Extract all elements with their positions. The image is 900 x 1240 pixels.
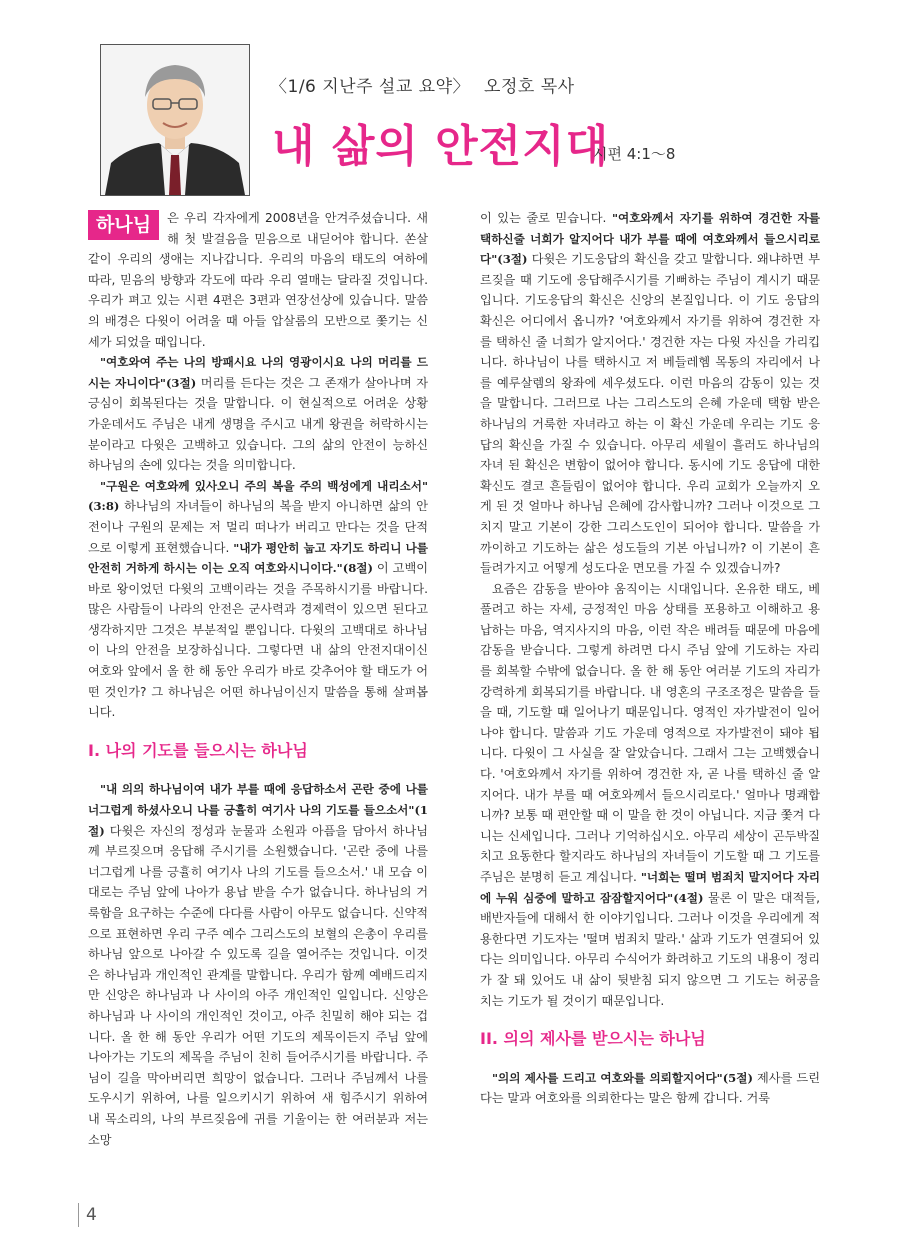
page-title: 내 삶의 안전지대 — [272, 121, 610, 172]
scripture-quote: "내 의의 하나님이여 내가 부를 때에 응답하소서 곤란 중에 나를 너그럽게 하셨사오니 나를 긍휼히 여기사 나의 기도를 들으소서" — [88, 782, 428, 818]
quote-ref: (1절) — [88, 803, 428, 838]
right-column — [480, 208, 820, 1109]
sermon-subtitle — [270, 72, 575, 97]
quote-ref: (3:8) — [88, 499, 120, 514]
paragraph — [480, 579, 820, 1011]
section-heading-2: II. 의의 제사를 받으시는 하나님 — [480, 1029, 706, 1049]
section-heading-1: I. 나의 기도를 들으시는 하나님 — [88, 740, 308, 760]
quote-ref: (5절) — [722, 1070, 753, 1085]
scripture-quote: "여호와여 주는 나의 방패시요 나의 영광이시요 나의 머리를 드시는 자니이다" — [88, 355, 428, 390]
left-column — [88, 208, 428, 1150]
paragraph-text: 다윗은 기도응답의 확신을 갖고 말합니다. 왜냐하면 부르짖을 때 기도에 응답해주시기를 기뻐하는 주님이 계시기 때문입니다. 기도응답의 확신은 신앙의 본질입니다. 이 기도 응답의 확신은 어디에서 옵니까? '여호와께서 자기를 위하여 경건한 자를 택하신 줄 너희가 알지어다.' 경건한 자는 다윗 자신을 가리킵니다. 하나님이 나를 택하시고 저 베들레헴 목동의 자리에서 나를 예루살렘의 왕좌에 세우셨도다. 이런 마음의 감동이 있는 것을 말합니다. 그러므로 나는 그리스도의 은혜 가운데 택함 받은 하나님의 거룩한 자녀라고 하는 이 확신 가운데 우리는 기도 응답의 확신을 가질 수 있습니다. 아무리 세월이 흘러도 하나님의 자녀 된 확신은 변함이 없어야 합니다. 동시에 기도 응답에 대한 확신도 결코 흔들림이 없어야 합니다. 우리 교회가 오늘까지 오게 된 것 얼마나 하나님 은혜에 감사합니까? 그러나 이것으로 그치지 말고 기본이 강한 그리스도인이 되어야 합니다. 말씀을 가까이하고 기도하는 삶은 성도들의 기본 아닙니까? 이 기본이 흔들려가지고 어떻게 성도다운 면모를 가질 수 있겠습니까? — [480, 252, 820, 576]
scripture-quote: "내가 평안히 눕고 자기도 하리니 나를 안전히 거하게 하시는 이는 오직 여호와시니이다." — [88, 540, 428, 576]
paragraph-text: 물론 이 말은 대적들, 배반자들에 대해서 한 이야기입니다. 그러나 이것을 우리에게 적용한다면 기도자는 '떨며 범죄치 말라.' 삶과 기도가 연결되어 있다는 의미입니다. 아무리 수식어가 화려하고 기도의 내용이 정리가 잘 돼 있어도 내 삶이 뒷받침 되지 않으면 그 기도는 허공을 치는 기도가 될 것이기 때문입니다. — [480, 890, 820, 1008]
quote-ref: (3절) — [497, 252, 528, 267]
intro-paragraph — [88, 208, 428, 352]
paragraph-text: 다윗은 자신의 정성과 눈물과 소원과 아픔을 담아서 하나님께 부르짖으며 응답해 주시기를 소원했습니다. '곤란 중에 나를 너그럽게 나를 긍휼히 여기사 나의 기도를 들으소서.' 내 모습 이대로는 주님 앞에 나아가 용납 받을 수가 없습니다. 하나님의 거룩함을 요구하는 수준에 다다를 사람이 아무도 없습니다. 신약적으로 표현하면 우리 구주 예수 그리스도의 보혈의 은총이 우리를 하나님 앞으로 나아갈 수 있도록 길을 열어주는 것입니다. 이것은 하나님과 개인적인 관계를 말합니다. 우리가 함께 예배드리지만 신앙은 하나님과 나 사이의 아주 개인적인 일입니다. 신앙은 하나님과 나 사이의 개인적인 것이고, 아주 친밀히 해야 되는 겁니다. 올 한 해 동안 우리가 어떤 기도의 제목이든지 주님 앞에 나아가는 기도의 제목을 주님이 친히 들어주시기를 바랍니다. 주님이 길을 막아버리면 희망이 없습니다. 그러나 주님께서 나를 도우시기 위하여, 나를 일으키시기 위하여 새 힘주시기 위하여 내 목소리의, 나의 부르짖음에 귀를 기울이는 한 여러분과 저는 소망 — [88, 823, 428, 1147]
quote-ref: (8절) — [342, 561, 373, 576]
pastor-name: 오정호 목사 — [484, 77, 575, 97]
scripture-quote: "구원은 여호와께 있사오니 주의 복을 주의 백성에게 내리소서" — [100, 478, 428, 493]
quote-ref: (3절) — [165, 375, 197, 390]
scripture-reference: 시편 4:1～8 — [593, 145, 676, 163]
pastor-portrait-illustration — [101, 45, 249, 195]
paragraph-text: 하나님의 자녀들이 하나님의 복을 받지 아니하면 삶의 안전이나 구원의 문제는 저 멀리 떠나가 버리고 만다는 것을 단적으로 이렇게 표현했습니다. — [88, 499, 428, 555]
subtitle-label: 〈1/6 지난주 설교 요약〉 — [270, 77, 471, 97]
paragraph-text: 요즘은 감동을 받아야 움직이는 시대입니다. 온유한 태도, 베풀려고 하는 자세, 긍정적인 마음 상태를 포용하고 이해하고 용납하는 마음, 역지사지의 마음, 이런 작은 배려들 때문에 마음에 감동을 받습니다. 그렇게 하려면 다시 주님 앞에 기도하는 자리를 회복할 수밖에 없습니다. 올 한 해 동안 여러분 기도의 자리가 강력하게 회복되기를 바랍니다. 내 영혼의 구조조정은 말씀을 들을 때, 기도할 때 일어나기 때문입니다. 영적인 자가발전이 일어나야 합니다. 말씀과 기도 가운데 영적으로 자가발전이 돼야 됩니다. 다윗이 그 사실을 잘 알았습니다. 그래서 그는 고백했습니다. '여호와께서 자기를 위하여 경건한 자, 곧 나를 택하신 줄 알지어다. 내가 부를 때 여호와께서 들으시리로다.' 얼마나 명쾌합니까? 보통 때 편안할 때 이 말을 한 것이 아닙니다. 지금 쫓겨 다니는 신세입니다. 그러나 기억하십시오. 아무리 세상이 곤두박질치고 요동한다 할지라도 하나님의 자녀들이 기도할 때 그 기도를 주님은 분명히 듣고 계십니다. — [480, 581, 820, 884]
paragraph — [480, 1068, 820, 1109]
paragraph-text: 머리를 든다는 것은 그 존재가 살아나며 자긍심이 회복된다는 것을 말합니다. 이 현실적으로 어려운 상황 가운데서도 주님은 내게 생명을 주시고 내게 왕권을 허락하시는 분이라고 다윗은 고백하고 있습니다. 그의 삶의 안전이 능하신 하나님의 손에 있다는 것을 의미합니다. — [88, 375, 429, 473]
scripture-quote: "의의 제사를 드리고 여호와를 의뢰할지어다" — [492, 1070, 723, 1085]
paragraph-text: 이 고백이 바로 왕이었던 다윗의 고백이라는 것을 주목하시기를 바랍니다. 많은 사람들이 나라의 안전은 군사력과 경제력이 있으면 된다고 생각하지만 그것은 부분적일 뿐입니다. 다윗의 고백대로 하나님이 나의 안전을 보장하십니다. 그렇다면 내 삶의 안전지대이신 여호와 앞에서 올 한 해 동안 우리가 바로 갖추어야 할 태도가 어떤 것인가? 그 하나님은 어떤 하나님이신지 말씀을 통해 살펴봅니다. — [88, 561, 428, 720]
page-number: 4 — [86, 1205, 97, 1225]
paragraph — [480, 208, 820, 579]
paragraph — [88, 476, 428, 723]
scripture-quote: "너희는 떨며 범죄치 말지어다 자리에 누워 심중에 말하고 잠잠할지어다" — [480, 870, 820, 905]
quote-ref: (4절) — [673, 890, 704, 905]
drop-tag: 하나님 — [88, 210, 159, 240]
paragraph-text: 이 있는 줄로 믿습니다. — [480, 211, 612, 225]
scripture-quote: "여호와께서 자기를 위하여 경건한 자를 택하신줄 너희가 알지어다 내가 부를 때에 여호와께서 들으시리로다" — [480, 211, 820, 267]
paragraph-text: 제사를 드린다는 말과 여호와를 의뢰한다는 말은 함께 갑니다. 거룩 — [480, 1070, 820, 1106]
paragraph — [88, 352, 428, 476]
intro-text: 은 우리 각자에게 2008년을 안겨주셨습니다. 새해 첫 발걸음을 믿음으로 내딛어야 합니다. 쏜살같이 우리의 생애는 지나갑니다. 우리의 마음의 태도의 여하에 따라, 믿음의 방향과 각도에 따라 우리 열매는 달라질 것입니다. 우리가 펴고 있는 시편 4편은 3편과 연장선상에 있습니다. 말씀의 배경은 다윗이 어려울 때 아들 압살롬의 모반으로 쫓기는 신세가 되었을 때입니다. — [88, 211, 428, 349]
pastor-photo — [100, 44, 250, 196]
paragraph — [88, 779, 428, 1150]
